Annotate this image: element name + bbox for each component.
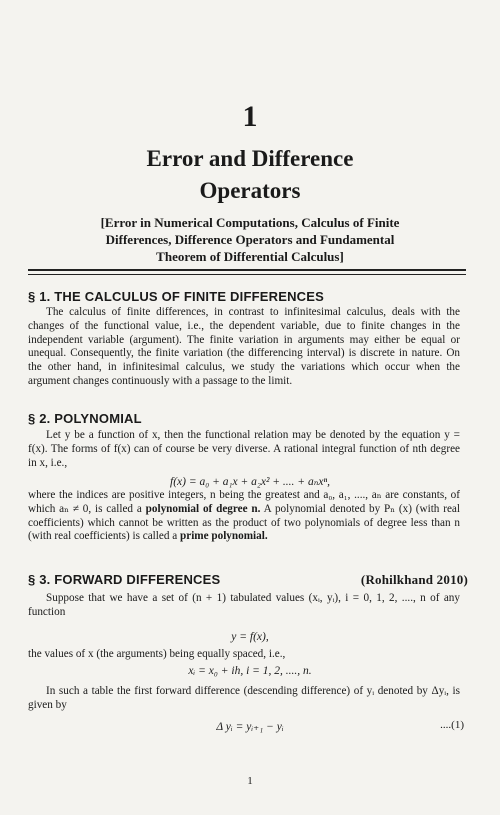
section-3-text-1: Suppose that we have a set of (n + 1) tabulated values (xᵢ, yᵢ), i = 0, 1, 2, ...., n of any function	[28, 592, 460, 618]
term-polynomial-of-degree-n: polynomial of degree n.	[145, 502, 261, 515]
chapter-subtitle-line-3: Theorem of Differential Calculus]	[156, 249, 344, 264]
divider-thin	[28, 274, 466, 275]
chapter-title	[0, 143, 500, 207]
chapter-subtitle	[38, 214, 462, 265]
section-3-text-2: the values of x (the arguments) being equally spaced, i.e.,	[28, 648, 286, 660]
chapter-title-line-1: Error and Difference	[146, 146, 354, 171]
forward-difference-equation: Δ yᵢ = yᵢ₊₁ − yᵢ	[216, 721, 284, 733]
section-3-heading	[28, 572, 468, 587]
chapter-number: 1	[242, 100, 258, 133]
page-number: 1	[247, 775, 253, 787]
section-1-paragraph	[28, 306, 460, 389]
section-1-heading: § 1. THE CALCULUS OF FINITE DIFFERENCES	[28, 289, 324, 304]
chapter-subtitle-line-2: Differences, Difference Operators and Fundamental	[105, 232, 395, 247]
section-3-paragraph-2	[28, 648, 460, 662]
section-3-paragraph-3	[28, 685, 460, 713]
section-2-text-1: Let y be a function of x, then the functional relation may be denoted by the equation y = f(x). The forms of f(x) can of course be very diverse. A rational integral function of nth degree in x, i.e.,	[28, 429, 460, 469]
section-3-title: § 3. FORWARD DIFFERENCES	[28, 572, 221, 587]
section-2-text-2a: where the indices are positive integers, n being the greatest and a₀, a₁, ...., aₙ are constants, of which aₙ ≠ 0, is called a	[28, 489, 460, 515]
divider-thick	[28, 269, 466, 271]
chapter-title-line-2: Operators	[199, 178, 301, 203]
polynomial-equation: f(x) = a₀ + a₁x + a₂x² + .... + aₙxⁿ,	[170, 476, 330, 488]
section-3-paragraph-1	[28, 592, 460, 620]
section-3-reference: (Rohilkhand 2010)	[360, 572, 468, 587]
section-2-heading: § 2. POLYNOMIAL	[28, 411, 142, 426]
equation-number: ....(1)	[440, 719, 464, 731]
section-2-text-2b: A polynomial denoted by Pₙ (x) (with real coefficients) which cannot be written as the product of two polynomials of degree less than n (with real coefficients) is called a	[28, 502, 461, 543]
function-equation: y = f(x),	[231, 631, 269, 643]
section-1-text: The calculus of finite differences, in contrast to infinitesimal calculus, deals with the changes of the functional value, i.e., the dependent variable, due to finite changes in the independent variable (argument). The finite variation in arguments may either be equal or unequal. Consequently, the finite variation (the differencing interval) is discrete in nature. On the other hand, in infinitesimal calculus, we study the variations which occur when the argument changes continuously with a passage to the limit.	[28, 306, 460, 387]
section-2-paragraph-1	[28, 429, 460, 470]
spacing-equation: xᵢ = x₀ + ih, i = 1, 2, ...., n.	[188, 665, 312, 677]
term-prime-polynomial: prime polynomial.	[180, 530, 268, 543]
section-3-text-3: In such a table the first forward difference (descending difference) of yᵢ denoted by Δyᵢ, is given by	[28, 685, 460, 711]
chapter-subtitle-line-1: [Error in Numerical Computations, Calculus of Finite	[100, 215, 400, 230]
section-2-paragraph-2	[28, 489, 460, 544]
